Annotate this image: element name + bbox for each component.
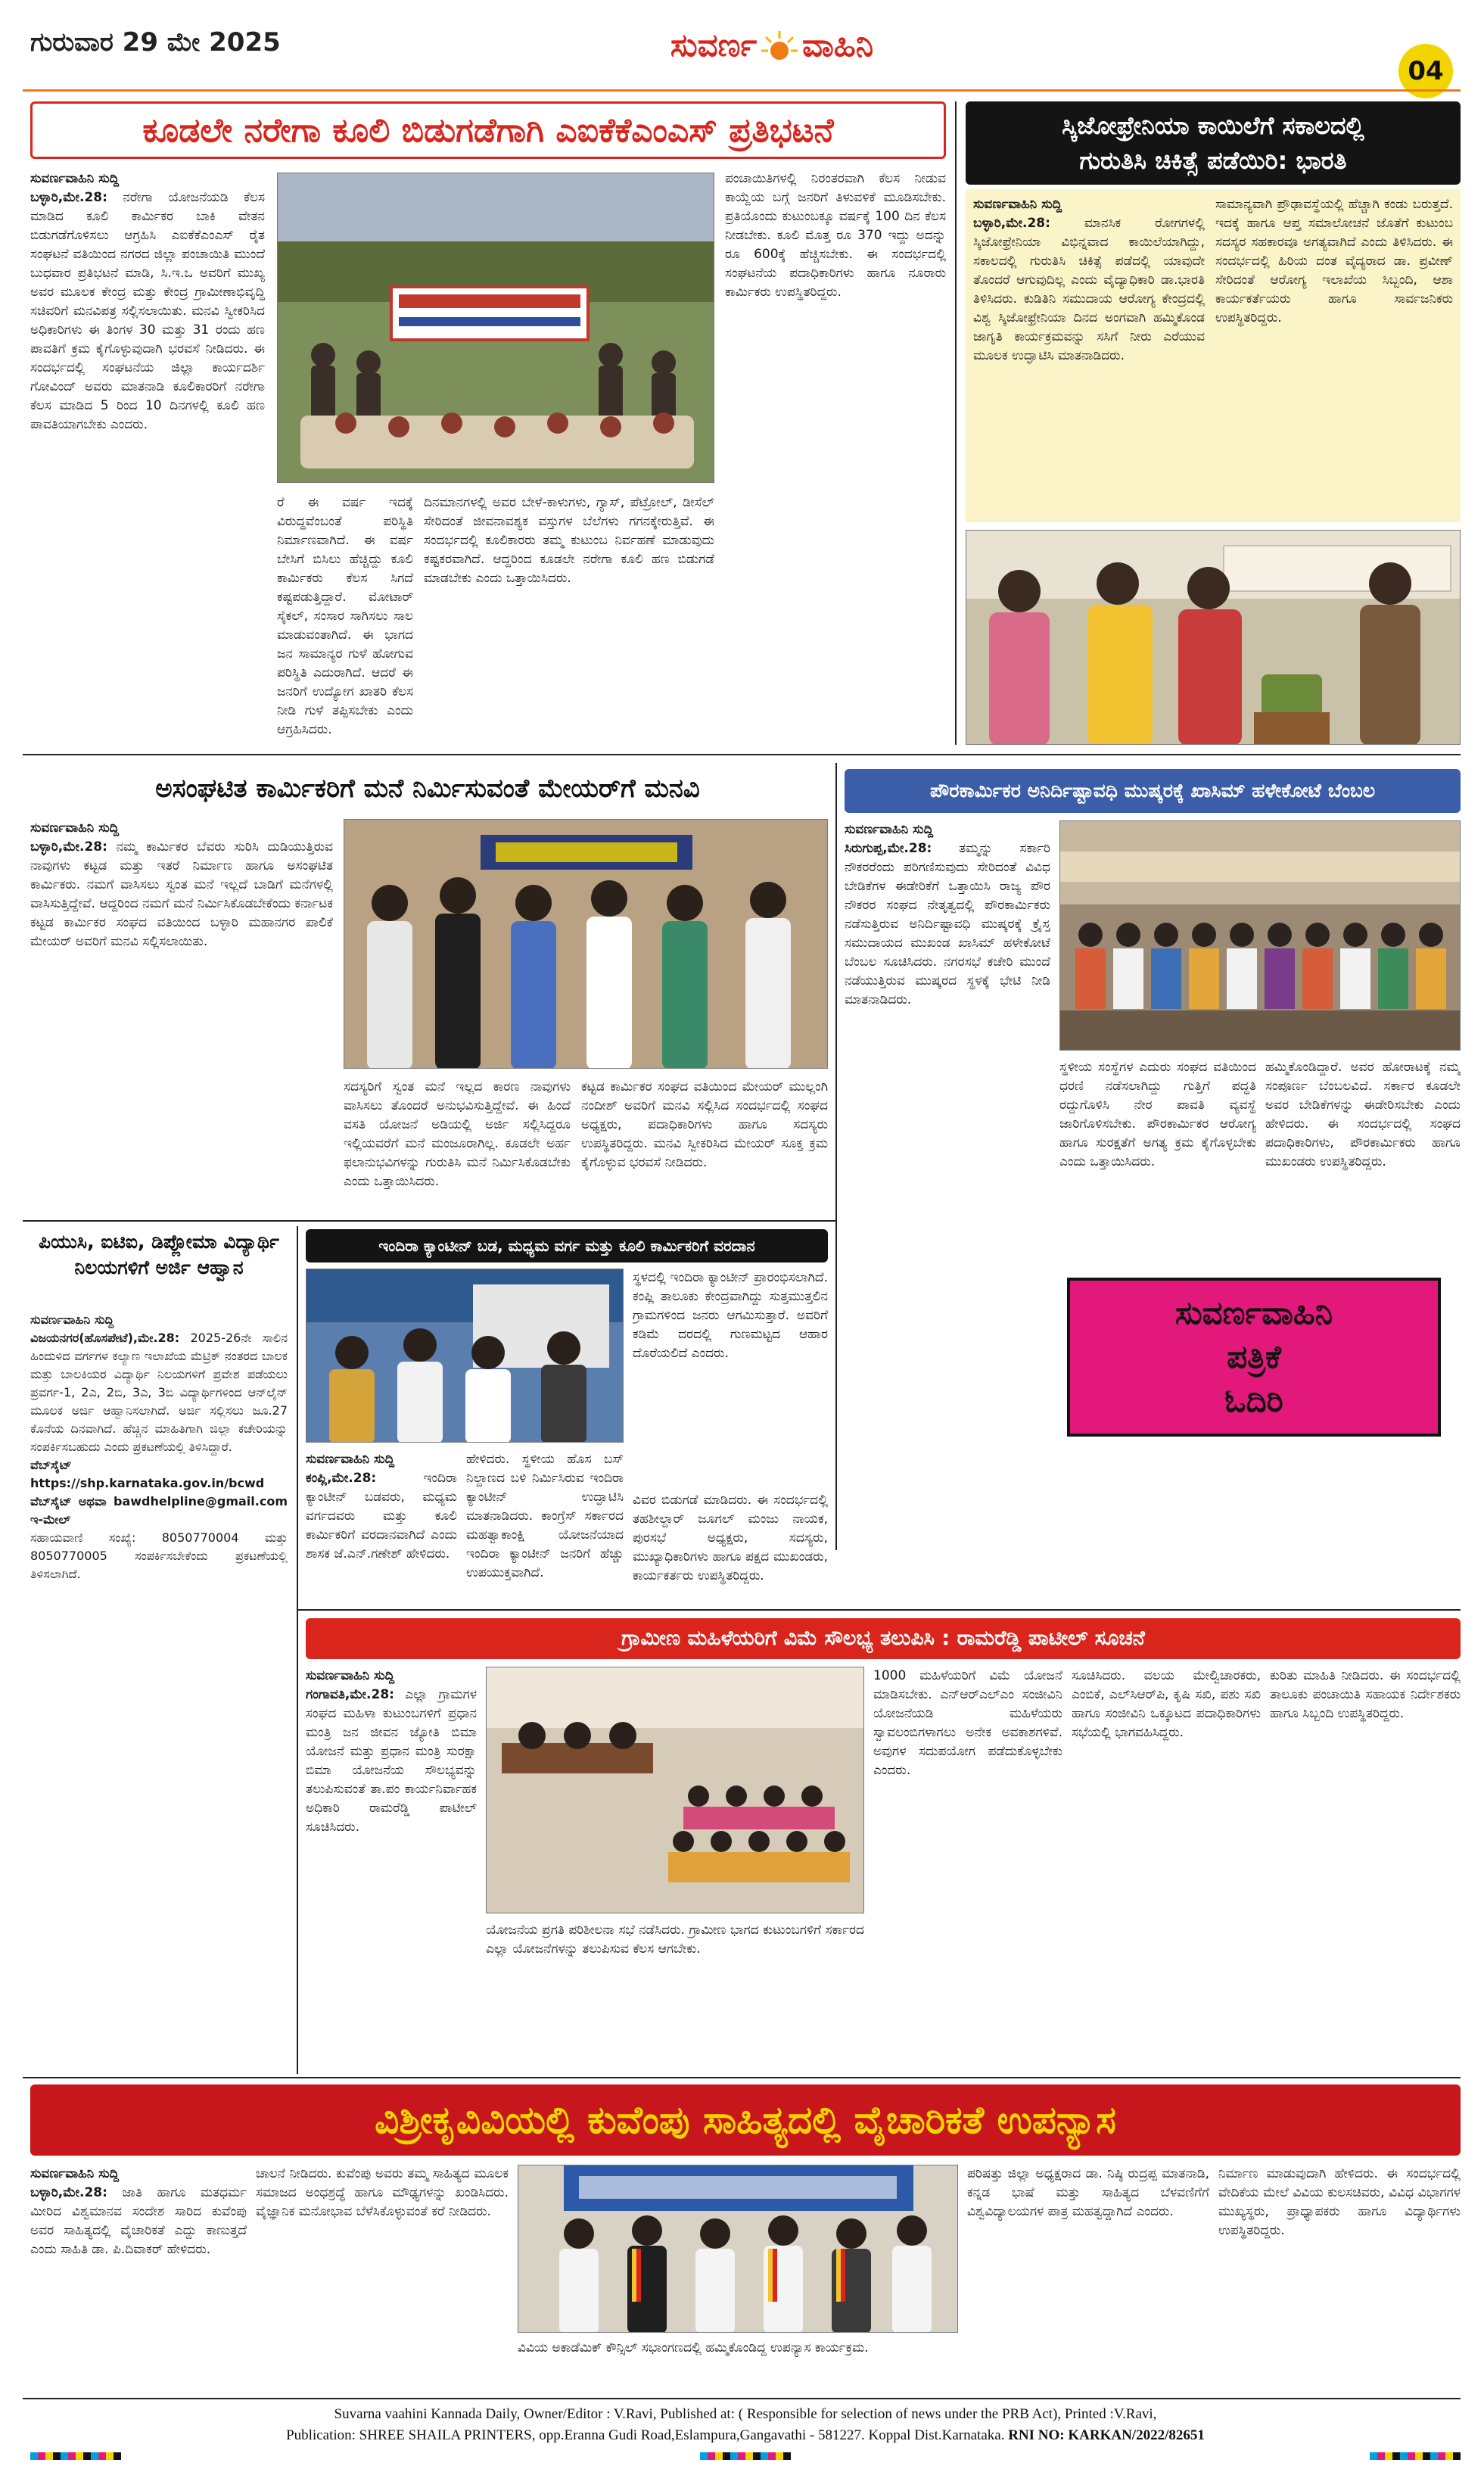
women-dateline: ಗಂಗಾವತಿ,ಮೇ.28: <box>306 1687 394 1702</box>
ad-line1: ಸುವರ್ಣವಾಹಿನಿ <box>1174 1294 1333 1331</box>
registration-swatch <box>1370 2452 1461 2460</box>
pourakarmika-col3: ಹಮ್ಮಿಕೊಂಡಿದ್ದಾರೆ. ಅವರ ಹೋರಾಟಕ್ಕೆ ನಮ್ಮ ಸಂಪೂರ್ಣ ಬೆಂಬಲವಿದೆ. ಸರ್ಕಾರ ಕೂಡಲೇ ಅವರ ಬೇಡಿಕೆಗಳನ್ನು ಈಡೇರಿಸಬೇಕು ಎಂದು ಹೇಳಿದರು. ಈ ಸಂದರ್ಭದಲ್ಲಿ ಸಂಘದ ಪದಾಧಿಕಾರಿಗಳು, ಪೌರಕಾರ್ಮಿಕರು ಹಾಗೂ ಮುಖಂಡರು ಉಪಸ್ಥಿತರಿದ್ದರು. <box>1265 1060 1461 1169</box>
masthead-left: ಸುವರ್ಣ <box>670 26 758 64</box>
registration-marks <box>30 2452 1461 2461</box>
ad-line2: ಪತ್ರಿಕೆ <box>1227 1338 1281 1375</box>
kuvempu-caption: ವಿವಿಯ ಅಕಾಡೆಮಿಕ್ ಕೌನ್ಸಿಲ್ ಸಭಾಂಗಣದಲ್ಲಿ ಹಮ್ಮಿಕೊಂಡಿದ್ದ ಉಪನ್ಯಾಸ ಕಾರ್ಯಕ್ರಮ. <box>518 2340 869 2355</box>
kuvempu-byline: ಸುವರ್ಣವಾಹಿನಿ ಸುದ್ದಿ <box>30 2166 120 2181</box>
nrega-headline: ಕೂಡಲೇ ನರೇಗಾ ಕೂಲಿ ಬಿಡುಗಡೆಗಾಗಿ ಎಐಕೆಕೆಎಂಎಸ್ ಪ್ರತಿಭಟನೆ <box>30 101 946 159</box>
kuvempu-col4: ಪರಿಷತ್ತು ಜಿಲ್ಲಾ ಅಧ್ಯಕ್ಷರಾದ ಡಾ. ನಿಷ್ಠಿ ರುದ್ರಪ್ಪ ಮಾತನಾಡಿ, ಕನ್ನಡ ಭಾಷೆ ಮತ್ತು ಸಾಹಿತ್ಯದ ಬೆಳವಣಿಗೆಗೆ ವಿಶ್ವವಿದ್ಯಾಲಯಗಳ ಪಾತ್ರ ಮಹತ್ವದ್ದಾಗಿದೆ ಎಂದರು. <box>967 2166 1209 2219</box>
ad-line3: ಓದಿರಿ <box>1224 1382 1283 1419</box>
footer-rni: RNI NO: KARKAN/2022/82651 <box>1008 2427 1205 2443</box>
mayor-dateline: ಬಳ್ಳಾರಿ,ಮೇ.28: <box>30 839 107 855</box>
pourakarmika-strike-photo <box>1059 820 1461 1051</box>
masthead-right: ವಾಹಿನಿ <box>802 26 874 64</box>
canteen-col4: ವಿವರ ಬಿಡುಗಡೆ ಮಾಡಿದರು. ಈ ಸಂದರ್ಭದಲ್ಲಿ ತಹಶೀಲ್ದಾರ್ ಜೂಗಲ್ ಮಂಜು ನಾಯಕ, ಪುರಸಭೆ ಅಧ್ಯಕ್ಷರು, ಸದಸ್ಯರು, ಮುಖ್ಯಾಧಿಕಾರಿಗಳು ಹಾಗೂ ಪಕ್ಷದ ಮುಖಂಡರು, ಕಾರ್ಯಕರ್ತರು ಉಪಸ್ಥಿತರಿದ್ದರು. <box>633 1493 828 1583</box>
women-col1 <box>306 1667 477 2071</box>
canteen-col3: ಹೇಳಿದರು. ಸ್ಥಳೀಯ ಹೊಸ ಬಸ್ ನಿಲ್ದಾಣದ ಬಳಿ ನಿರ್ಮಿಸಿರುವ ಇಂದಿರಾ ಕ್ಯಾಂಟೀನ್ ಉದ್ಘಾಟಿಸಿ ಮಾತನಾಡಿದರು. ಕಾಂಗ್ರೆಸ್ ಸರ್ಕಾರದ ಮಹತ್ವಾಕಾಂಕ್ಷಿ ಯೋಜನೆಯಾದ ಇಂದಿರಾ ಕ್ಯಾಂಟೀನ್ ಜನರಿಗೆ ಹೆಚ್ಚು ಉಪಯುಕ್ತವಾಗಿದೆ. <box>466 1452 624 1580</box>
registration-swatch <box>700 2452 791 2460</box>
schizo-text-box <box>966 189 1461 522</box>
women-headline: ಗ್ರಾಮೀಣ ಮಹಿಳೆಯರಿಗೆ ವಿಮೆ ಸೌಲಭ್ಯ ತಲುಪಿಸಿ : ರಾಮರೆಡ್ಡಿ ಪಾಟೀಲ್ ಸೂಚನೆ <box>306 1618 1461 1659</box>
nrega-col4: ಪಂಚಾಯಿತಿಗಳಲ್ಲಿ ನಿರಂತರವಾಗಿ ಕೆಲಸ ನೀಡುವ ಕಾಯ್ದೆಯ ಬಗ್ಗೆ ಜನರಿಗೆ ತಿಳುವಳಿಕೆ ಮೂಡಿಸಬೇಕು. ಪ್ರತಿಯೊಂದು ಕುಟುಂಬಕ್ಕೂ ವರ್ಷಕ್ಕೆ 100 ದಿನ ಕೆಲಸ ನೀಡಬೇಕು. ಕೂಲಿ ಮೊತ್ತ ರೂ 370 ಇದ್ದು ಅದನ್ನು ರೂ 600ಕ್ಕೆ ಹೆಚ್ಚಿಸಬೇಕು. ಈ ಸಂದರ್ಭದಲ್ಲಿ ಸಂಘಟನೆಯ ಪದಾಧಿಕಾರಿಗಳು ಹಾಗೂ ನೂರಾರು ಕಾರ್ಮಿಕರು ಉಪಸ್ಥಿತರಿದ್ದರು. <box>725 171 946 300</box>
scholarship-website: ವೆಬ್‌ಸೈಟ್ https://shp.karnataka.gov.in/bcwd ವೆಬ್‌ಸೈಟ್ ಅಥವಾ bawdhelpline@gmail.com ಇ-ಮೇಲ್ <box>30 1458 288 1527</box>
schizo-col1 <box>973 195 1205 518</box>
masthead <box>598 23 946 68</box>
registration-swatch <box>30 2452 121 2460</box>
women-col3: 1000 ಮಹಿಳೆಯರಿಗೆ ವಿಮೆ ಯೋಜನೆ ಮಾಡಿಸಬೇಕು. ಎನ್‌ಆರ್‌ಎಲ್‌ಎಂ ಸಂಜೀವಿನಿ ಯೋಜನೆಯಡಿ ಮಹಿಳೆಯರು ಸ್ವಾವಲಂಬಿಗಳಾಗಲು ಅನೇಕ ಅವಕಾಶಗಳಿವೆ. ಅವುಗಳ ಸದುಪಯೋಗ ಪಡೆದುಕೊಳ್ಳಬೇಕು ಎಂದರು. <box>873 1668 1062 1778</box>
page-date: ಗುರುವಾರ 29 ಮೇ 2025 <box>30 27 281 58</box>
kuvempu-body1: ಜಾತಿ ಹಾಗೂ ಮತಧರ್ಮ ಮೀರಿದ ವಿಶ್ವಮಾನವ ಸಂದೇಶ ಸಾರಿದ ಕುವೆಂಪು ಅವರ ಸಾಹಿತ್ಯದಲ್ಲಿ ವೈಚಾರಿಕತೆ ಎದ್ದು ಕಾಣುತ್ತದೆ ಎಂದು ಸಾಹಿತಿ ಡಾ. ಪಿ.ದಿವಾಕರ್ ಹೇಳಿದರು. <box>30 2185 247 2257</box>
pourakarmika-col1 <box>845 820 1050 1541</box>
mayor-meeting-photo <box>344 819 828 1069</box>
column-divider <box>297 1226 298 2074</box>
footer-line2: Publication: SHREE SHAILA PRINTERS, opp.Eranna Gudi Road,Eslampura,Gangavathi - 581227. Koppal Dist.Karnataka. <box>286 2427 1005 2443</box>
mayor-byline: ಸುವರ್ಣವಾಹಿನಿ ಸುದ್ದಿ <box>30 820 120 836</box>
women-body1: ಎಲ್ಲಾ ಗ್ರಾಮಗಳ ಸಂಘದ ಮಹಿಳಾ ಕುಟುಂಬಗಳಿಗೆ ಪ್ರಧಾನ ಮಂತ್ರಿ ಜನ ಜೀವನ ಜ್ಯೋತಿ ಬಿಮಾ ಯೋಜನೆ ಮತ್ತು ಪ್ರಧಾನ ಮಂತ್ರಿ ಸುರಕ್ಷಾ ಬಿಮಾ ಯೋಜನೆಯ ಸೌಲಭ್ಯವನ್ನು ತಲುಪಿಸುವಂತೆ ತಾ.ಪಂ ಕಾರ್ಯನಿರ್ವಾಹಕ ಅಧಿಕಾರಿ ರಾಮರೆಡ್ಡಿ ಪಾಟೀಲ್ ಸೂಚಿಸಿದರು. <box>306 1687 477 1835</box>
scholarship-text: 2025-26ನೇ ಸಾಲಿನ ಹಿಂದುಳಿದ ವರ್ಗಗಳ ಕಲ್ಯಾಣ ಇಲಾಖೆಯ ಮೆಟ್ರಿಕ್ ನಂತರದ ಬಾಲಕ ಮತ್ತು ಬಾಲಕಿಯರ ವಿದ್ಯಾರ್ಥಿ ನಿಲಯಗಳಿಗೆ ಪ್ರವೇಶ ಪಡೆಯಲು ಪ್ರವರ್ಗ-1, 2ಎ, 2ಬಿ, 3ಎ, 3ಬಿ ವಿದ್ಯಾರ್ಥಿಗಳಿಂದ ಆನ್‌ಲೈನ್ ಮೂಲಕ ಅರ್ಜಿ ಆಹ್ವಾನಿಸಲಾಗಿದೆ. ಅರ್ಜಿ ಸಲ್ಲಿಸಲು ಜೂ.27 ಕೊನೆಯ ದಿನವಾಗಿದೆ. ಹೆಚ್ಚಿನ ಮಾಹಿತಿಗಾಗಿ ಜಿಲ್ಲಾ ಕಚೇರಿಯನ್ನು ಸಂಪರ್ಕಿಸಬಹುದು ಎಂದು ಪ್ರಕಟಣೆಯಲ್ಲಿ ತಿಳಿಸಿದ್ದಾರೆ. <box>30 1331 288 1454</box>
schizo-dateline: ಬಳ್ಳಾರಿ,ಮೇ.28: <box>973 216 1050 231</box>
nrega-protest-photo <box>277 173 714 483</box>
mayor-col3: ಕಟ್ಟಡ ಕಾರ್ಮಿಕರ ಸಂಘದ ವತಿಯಿಂದ ಮೇಯರ್ ಮುಲ್ಲಂಗಿ ನಂದೀಶ್ ಅವರಿಗೆ ಮನವಿ ಸಲ್ಲಿಸಿದ ಸಂದರ್ಭದಲ್ಲಿ ಸಂಘದ ಅಧ್ಯಕ್ಷರು, ಪದಾಧಿಕಾರಿಗಳು ಹಾಗೂ ಸದಸ್ಯರು ಉಪಸ್ಥಿತರಿದ್ದರು. ಮನವಿ ಸ್ವೀಕರಿಸಿದ ಮೇಯರ್ ಸೂಕ್ತ ಕ್ರಮ ಕೈಗೊಳ್ಳುವ ಭರವಸೆ ನೀಡಿದರು. <box>581 1079 828 1170</box>
suvarna-vahini-ad <box>1067 1278 1441 1437</box>
footer-rule <box>23 2398 1461 2399</box>
masthead-sun-icon <box>760 30 799 61</box>
pourakarmika-headline: ಪೌರಕಾರ್ಮಿಕರ ಅನಿರ್ದಿಷ್ಟಾವಧಿ ಮುಷ್ಕರಕ್ಕೆ ಖಾಸಿಮ್ ಹಳೇಕೋಟೆ ಬೆಂಬಲ <box>845 769 1461 813</box>
scholarship-dateline: ವಿಜಯನಗರ(ಹೊಸಪೇಟೆ),ಮೇ.28: <box>30 1331 180 1345</box>
pourakarmika-body1: ತಮ್ಮನ್ನು ಸರ್ಕಾರಿ ನೌಕರರೆಂದು ಪರಿಗಣಿಸುವುದು ಸೇರಿದಂತೆ ವಿವಿಧ ಬೇಡಿಕೆಗಳ ಈಡೇರಿಕೆಗೆ ಒತ್ತಾಯಿಸಿ ರಾಜ್ಯ ಪೌರ ನೌಕರರ ಸಂಘದ ನೇತೃತ್ವದಲ್ಲಿ ಪೌರಕಾರ್ಮಿಕರು ನಡೆಸುತ್ತಿರುವ ಅನಿರ್ದಿಷ್ಟಾವಧಿ ಮುಷ್ಕರಕ್ಕೆ ಕ್ರೈಸ್ತ ಸಮುದಾಯದ ಮುಖಂಡ ಖಾಸಿಮ್ ಹಳೇಕೋಟೆ ಬೆಂಬಲ ಸೂಚಿಸಿದರು. ನಗರಸಭೆ ಕಚೇರಿ ಮುಂದೆ ನಡೆಯುತ್ತಿರುವ ಮುಷ್ಕರದ ಸ್ಥಳಕ್ಕೆ ಭೇಟಿ ನೀಡಿ ಮಾತನಾಡಿದರು. <box>845 841 1050 1007</box>
scholarship-byline: ಸುವರ್ಣವಾಹಿನಿ ಸುದ್ದಿ <box>30 1312 114 1327</box>
nrega-body1: ನರೇಗಾ ಯೋಜನೆಯಡಿ ಕೆಲಸ ಮಾಡಿದ ಕೂಲಿ ಕಾರ್ಮಿಕರ ಬಾಕಿ ವೇತನ ಬಿಡುಗಡೆಗೊಳಿಸಲು ಆಗ್ರಹಿಸಿ ಎಐಕೆಕೆಎಂಎಸ್ ರೈತ ಸಂಘಟನೆ ವತಿಯಿಂದ ನಗರದ ಜಿಲ್ಲಾ ಪಂಚಾಯಿತಿ ಮುಂದೆ ಬುಧವಾರ ಪ್ರತಿಭಟನೆ ಮಾಡಿ, ಸಿ.ಇ.ಒ ಅವರಿಗೆ ಮುಖ್ಯ ಅವರ ಮೂಲಕ ಕೇಂದ್ರ ಮತ್ತು ಕೇಂದ್ರ ಗ್ರಾಮೀಣಾಭಿವೃದ್ಧಿ ಸಚಿವರಿಗೆ ಮನವಿಪತ್ರ ಸಲ್ಲಿಸಲಾಯಿತು. ಮನವಿ ಸ್ವೀಕರಿಸಿದ ಅಧಿಕಾರಿಗಳು ಈ ತಿಂಗಳ 30 ಮತ್ತು 31 ರಂದು ಹಣ ಪಾವತಿಗೆ ಕ್ರಮ ಕೈಗೊಳ್ಳುವುದಾಗಿ ಭರವಸೆ ನೀಡಿದರು. ಈ ಸಂದರ್ಭದಲ್ಲಿ ಸಂಘಟನೆಯ ಜಿಲ್ಲಾ ಕಾರ್ಯದರ್ಶಿ ಗೋವಿಂದ್ ಅವರು ಮಾತನಾಡಿ ಕೂಲಿಕಾರರಿಗೆ ನರೇಗಾ ಕೆಲಸ ಮಾಡಿದ 5 ರಿಂದ 10 ದಿನಗಳಲ್ಲಿ ಕೂಲಿ ಹಣ ಪಾವತಿಯಾಗಬೇಕು ಎಂದರು. <box>30 190 265 432</box>
header-rule <box>23 89 1461 92</box>
column-divider <box>835 763 837 1550</box>
column-divider <box>955 101 957 745</box>
schizo-headline-line2: ಗುರುತಿಸಿ ಚಿಕಿತ್ಸೆ ಪಡೆಯಿರಿ: ಭಾರತಿ <box>1079 146 1347 175</box>
nrega-byline: ಸುವರ್ಣವಾಹಿನಿ ಸುದ್ದಿ <box>30 171 120 186</box>
kuvempu-col5: ನಿರ್ಮಾಣ ಮಾಡುವುದಾಗಿ ಹೇಳಿದರು. ಈ ಸಂದರ್ಭದಲ್ಲಿ ವೇದಿಕೆಯ ಮೇಲೆ ವಿವಿಯ ಕುಲಸಚಿವರು, ವಿವಿಧ ವಿಭಾಗಗಳ ಮುಖ್ಯಸ್ಥರು, ಪ್ರಾಧ್ಯಾಪಕರು ಹಾಗೂ ವಿದ್ಯಾರ್ಥಿಗಳು ಉಪಸ್ಥಿತರಿದ್ದರು. <box>1218 2166 1461 2238</box>
mayor-body1: ನಮ್ಮ ಕಾರ್ಮಿಕರ ಬೆವರು ಸುರಿಸಿ ದುಡಿಯುತ್ತಿರುವ ನಾವುಗಳು ಕಟ್ಟಡ ಮತ್ತು ಇತರೆ ನಿರ್ಮಾಣ ಹಾಗೂ ಅಸಂಘಟಿತ ಕಾರ್ಮಿಕರು. ನಮಗೆ ವಾಸಿಸಲು ಸ್ವಂತ ಮನೆ ಇಲ್ಲದೆ ಬಾಡಿಗೆ ಮನೆಗಳಲ್ಲಿ ವಾಸಿಸುತ್ತಿದ್ದೇವೆ. ಆದ್ದರಿಂದ ನಮಗೆ ಮನೆ ನಿರ್ಮಿಸಿಕೊಡಬೇಕೆಂದು ಕರ್ನಾಟಕ ಕಟ್ಟಡ ಕಾರ್ಮಿಕರ ಸಂಘದ ವತಿಯಿಂದ ಬಳ್ಳಾರಿ ಮಹಾನಗರ ಪಾಲಿಕೆ ಮೇಯರ್ ಅವರಿಗೆ ಮನವಿ ಸಲ್ಲಿಸಲಾಯಿತು. <box>30 839 333 949</box>
schizo-headline <box>966 101 1461 185</box>
nrega-col3: ದಿನಮಾನಗಳಲ್ಲಿ ಅವರ ಬೇಳೆ-ಕಾಳುಗಳು, ಗ್ಯಾಸ್, ಪೆಟ್ರೋಲ್, ಡೀಸೆಲ್ ಸೇರಿದಂತೆ ಜೀವನಾವಶ್ಯಕ ವಸ್ತುಗಳ ಬೆಲೆಗಳು ಗಗನಕ್ಕೇರುತ್ತಿವೆ. ಈ ಸಂದರ್ಭದಲ್ಲಿ ಕೂಲಿಕಾರರು ತಮ್ಮ ಕುಟುಂಬ ನಿರ್ವಹಣೆ ಮಾಡುವುದು ಕಷ್ಟಕರವಾಗಿದೆ. ಆದ್ದರಿಂದ ಕೂಡಲೇ ನರೇಗಾ ಕೂಲಿ ಹಣ ಬಿಡುಗಡೆ ಮಾಡಬೇಕು ಎಂದು ಒತ್ತಾಯಿಸಿದರು. <box>424 495 714 586</box>
women-meeting-photo <box>486 1667 864 1913</box>
nrega-col2: ರೆ ಈ ವರ್ಷ ಇದಕ್ಕೆ ವಿರುದ್ಧವೆಂಬಂತೆ ಪರಿಸ್ಥಿತಿ ನಿರ್ಮಾಣವಾಗಿದೆ. ಈ ವರ್ಷ ಬೇಸಿಗೆ ಬಿಸಿಲು ಹೆಚ್ಚಿದ್ದು ಕೂಲಿ ಕಾರ್ಮಿಕರು ಕೆಲಸ ಸಿಗದೆ ಕಷ್ಟಪಡುತ್ತಿದ್ದಾರೆ. ಮೋಟಾರ್ ಸೈಕಲ್, ಸಂಸಾರ ಸಾಗಿಸಲು ಸಾಲ ಮಾಡುವಂತಾಗಿದೆ. ಈ ಭಾಗದ ಜನ ಸಾಮಾನ್ಯರ ಗುಳೆ ಹೋಗುವ ಪರಿಸ್ಥಿತಿ ಎದುರಾಗಿದೆ. ಆದರೆ ಈ ಜನರಿಗೆ ಉದ್ಯೋಗ ಖಾತರಿ ಕೆಲಸ ನೀಡಿ ಗುಳೆ ತಪ್ಪಿಸಬೇಕು ಎಂದು ಆಗ್ರಹಿಸಿದರು. <box>277 495 413 737</box>
canteen-inauguration-photo <box>306 1269 624 1443</box>
page-number: 04 <box>1398 44 1453 98</box>
section-rule <box>23 1220 835 1222</box>
kuvempu-dateline: ಬಳ್ಳಾರಿ,ಮೇ.28: <box>30 2185 107 2200</box>
kuvempu-lecture-photo <box>518 2165 958 2333</box>
women-col5: ಕುರಿತು ಮಾಹಿತಿ ನೀಡಿದರು. ಈ ಸಂದರ್ಭದಲ್ಲಿ ತಾಲೂಕು ಪಂಚಾಯಿತಿ ಸಹಾಯಕ ನಿರ್ದೇಶಕರು ಹಾಗೂ ಸಿಬ್ಬಂದಿ ಉಪಸ್ಥಿತರಿದ್ದರು. <box>1270 1668 1461 1721</box>
scholarship-phone: ಸಹಾಯವಾಣಿ ಸಂಖ್ಯೆ: 8050770004 ಮತ್ತು 8050770005 ಸಂಪರ್ಕಿಸಬೇಕೆಂದು ಪ್ರಕಟಣೆಯಲ್ಲಿ ತಿಳಿಸಲಾಗಿದೆ. <box>30 1530 288 1581</box>
women-col4: ಸೂಚಿಸಿದರು. ವಲಯ ಮೇಲ್ವಿಚಾರಕರು, ಎಂಬಿಕೆ, ಎಲ್‌ಸಿಆರ್‌ಪಿ, ಕೃಷಿ ಸಖಿ, ಪಶು ಸಖಿ ಹಾಗೂ ಸಂಜೀವಿನಿ ಒಕ್ಕೂಟದ ಪದಾಧಿಕಾರಿಗಳು ಸಭೆಯಲ್ಲಿ ಭಾಗವಹಿಸಿದ್ದರು. <box>1072 1668 1261 1740</box>
section-rule <box>23 2077 1461 2078</box>
mayor-col2: ಸದಸ್ಯರಿಗೆ ಸ್ವಂತ ಮನೆ ಇಲ್ಲದ ಕಾರಣ ನಾವುಗಳು ವಾಸಿಸಲು ತೊಂದರೆ ಅನುಭವಿಸುತ್ತಿದ್ದೇವೆ. ಈ ಹಿಂದೆ ವಸತಿ ಯೋಜನೆ ಅಡಿಯಲ್ಲಿ ಅರ್ಜಿ ಸಲ್ಲಿಸಿದ್ದರೂ ಇಲ್ಲಿಯವರೆಗೆ ಮನೆ ಮಂಜೂರಾಗಿಲ್ಲ. ಕೂಡಲೇ ಅರ್ಹ ಫಲಾನುಭವಿಗಳನ್ನು ಗುರುತಿಸಿ ಮನೆ ನಿರ್ಮಿಸಿಕೊಡಬೇಕು ಎಂದು ಒತ್ತಾಯಿಸಿದರು. <box>344 1079 571 1189</box>
scholarship-body <box>30 1311 288 2071</box>
mayor-headline: ಅಸಂಘಟಿತ ಕಾರ್ಮಿಕರಿಗೆ ಮನೆ ನಿರ್ಮಿಸುವಂತೆ ಮೇಯರ್‌ಗೆ ಮನವಿ <box>155 774 700 804</box>
pourakarmika-col2: ಸ್ಥಳೀಯ ಸಂಸ್ಥೆಗಳ ಎದುರು ಸಂಘದ ವತಿಯಿಂದ ಧರಣಿ ನಡೆಸಲಾಗಿದ್ದು ಗುತ್ತಿಗೆ ಪದ್ಧತಿ ರದ್ದುಗೊಳಿಸಿ ನೇರ ಪಾವತಿ ವ್ಯವಸ್ಥೆ ಜಾರಿಗೊಳಿಸಬೇಕು. ಪೌರಕಾರ್ಮಿಕರ ಆರೋಗ್ಯ ಹಾಗೂ ಸುರಕ್ಷತೆಗೆ ಅಗತ್ಯ ಕ್ರಮ ಕೈಗೊಳ್ಳಬೇಕು ಎಂದು ಒತ್ತಾಯಿಸಿದರು. <box>1059 1060 1256 1169</box>
section-rule <box>297 1609 1461 1611</box>
nrega-dateline: ಬಳ್ಳಾರಿ,ಮೇ.28: <box>30 190 107 205</box>
women-byline: ಸುವರ್ಣವಾಹಿನಿ ಸುದ್ದಿ <box>306 1668 395 1683</box>
canteen-byline: ಸುವರ್ಣವಾಹಿನಿ ಸುದ್ದಿ <box>306 1452 395 1467</box>
canteen-col1 <box>306 1450 457 1602</box>
canteen-body1: ಇಂದಿರಾ ಕ್ಯಾಂಟೀನ್ ಬಡವರು, ಮಧ್ಯಮ ವರ್ಗದವರು ಮತ್ತು ಕೂಲಿ ಕಾರ್ಮಿಕರಿಗೆ ವರದಾನವಾಗಿದೆ ಎಂದು ಶಾಸಕ ಜೆ.ಎನ್.ಗಣೇಶ್ ಹೇಳಿದರು. <box>306 1471 457 1561</box>
footer-imprint <box>30 2404 1461 2446</box>
canteen-col2: ಸ್ಥಳದಲ್ಲಿ ಇಂದಿರಾ ಕ್ಯಾಂಟೀನ್ ಪ್ರಾರಂಭಿಸಲಾಗಿದೆ. ಕಂಪ್ಲಿ ತಾಲೂಕು ಕೇಂದ್ರವಾಗಿದ್ದು ಸುತ್ತಮುತ್ತಲಿನ ಗ್ರಾಮಗಳಿಂದ ಜನರು ಆಗಮಿಸುತ್ತಾರೆ. ಅವರಿಗೆ ಕಡಿಮೆ ದರದಲ್ಲಿ ಗುಣಮಟ್ಟದ ಆಹಾರ ದೊರೆಯಲಿದೆ ಎಂದರು. <box>633 1270 828 1361</box>
schizo-event-photo <box>966 530 1461 745</box>
footer-line1: Suvarna vaahini Kannada Daily, Owner/Editor : V.Ravi, Published at: ( Responsible for selection of news under the PRB Act), Printed :V.Ravi, <box>334 2406 1157 2422</box>
schizo-byline: ಸುವರ್ಣವಾಹಿನಿ ಸುದ್ದಿ <box>973 197 1062 212</box>
women-caption: ಯೋಜನೆಯ ಪ್ರಗತಿ ಪರಿಶೀಲನಾ ಸಭೆ ನಡೆಸಿದರು. ಗ್ರಾಮೀಣ ಭಾಗದ ಕುಟುಂಬಗಳಿಗೆ ಸರ್ಕಾರದ ಎಲ್ಲಾ ಯೋಜನೆಗಳನ್ನು ತಲುಪಿಸುವ ಕೆಲಸ ಆಗಬೇಕು. <box>486 1922 864 1957</box>
canteen-headline: ಇಂದಿರಾ ಕ್ಯಾಂಟೀನ್ ಬಡ, ಮಧ್ಯಮ ವರ್ಗ ಮತ್ತು ಕೂಲಿ ಕಾರ್ಮಿಕರಿಗೆ ವರದಾನ <box>306 1229 828 1262</box>
schizo-headline-line1: ಸ್ಕಿಜೋಫ್ರೇನಿಯಾ ಕಾಯಿಲೆಗೆ ಸಕಾಲದಲ್ಲಿ <box>1062 111 1364 140</box>
scholarship-headline: ಪಿಯುಸಿ, ಐಟಿಐ, ಡಿಪ್ಲೋಮಾ ವಿದ್ಯಾರ್ಥಿ ನಿಲಯಗಳಿಗೆ ಅರ್ಜಿ ಆಹ್ವಾನ <box>39 1231 279 1278</box>
pourakarmika-byline: ಸುವರ್ಣವಾಹಿನಿ ಸುದ್ದಿ <box>845 822 934 837</box>
nrega-col1 <box>30 170 265 745</box>
kuvempu-headline: ವಿಶ್ರೀಕೃವಿವಿಯಲ್ಲಿ ಕುವೆಂಪು ಸಾಹಿತ್ಯದಲ್ಲಿ ವೈಚಾರಿಕತೆ ಉಪನ್ಯಾಸ <box>30 2084 1461 2156</box>
mayor-col1 <box>30 819 333 1213</box>
canteen-dateline: ಕಂಪ್ಲಿ,ಮೇ.28: <box>306 1471 377 1486</box>
schizo-body1: ಮಾನಸಿಕ ರೋಗಗಳಲ್ಲಿ ಸ್ಕಿಜೋಫ್ರೇನಿಯಾ ವಿಭಿನ್ನವಾದ ಕಾಯಿಲೆಯಾಗಿದ್ದು, ಸಕಾಲದಲ್ಲಿ ಗುರುತಿಸಿ ಚಿಕಿತ್ಸೆ ಪಡೆದಲ್ಲಿ ಯಾವುದೇ ತೊಂದರೆ ಆಗುವುದಿಲ್ಲ ಎಂದು ವೈದ್ಯಾಧಿಕಾರಿ ಡಾ.ಭಾರತಿ ತಿಳಿಸಿದರು. ಕುಡಿತಿನಿ ಸಮುದಾಯ ಆರೋಗ್ಯ ಕೇಂದ್ರದಲ್ಲಿ ವಿಶ್ವ ಸ್ಕಿಜೋಫ್ರೇನಿಯಾ ದಿನದ ಅಂಗವಾಗಿ ಹಮ್ಮಿಕೊಂಡ ಜಾಗೃತಿ ಕಾರ್ಯಕ್ರಮವನ್ನು ಸಸಿಗೆ ನೀರು ಎರೆಯುವ ಮೂಲಕ ಉದ್ಘಾಟಿಸಿ ಮಾತನಾಡಿದರು. <box>973 216 1205 363</box>
kuvempu-col1 <box>30 2165 247 2392</box>
pourakarmika-dateline: ಸಿರುಗುಪ್ಪ,ಮೇ.28: <box>845 841 932 856</box>
kuvempu-col2: ಚಾಲನೆ ನೀಡಿದರು. ಕುವೆಂಪು ಅವರು ತಮ್ಮ ಸಾಹಿತ್ಯದ ಮೂಲಕ ಸಮಾಜದ ಅಂಧಶ್ರದ್ಧೆ ಹಾಗೂ ಮೌಢ್ಯಗಳನ್ನು ಖಂಡಿಸಿದರು. ವೈಜ್ಞಾನಿಕ ಮನೋಭಾವ ಬೆಳೆಸಿಕೊಳ್ಳುವಂತೆ ಕರೆ ನೀಡಿದರು. <box>256 2166 509 2219</box>
section-rule <box>23 754 1461 755</box>
schizo-col2: ಸಾಮಾನ್ಯವಾಗಿ ಪ್ರೌಢಾವಸ್ಥೆಯಲ್ಲಿ ಹೆಚ್ಚಾಗಿ ಕಂಡು ಬರುತ್ತದೆ. ಇದಕ್ಕೆ ಹಾಗೂ ಆಪ್ತ ಸಮಾಲೋಚನೆ ಜೊತೆಗೆ ಕುಟುಂಬ ಸದಸ್ಯರ ಸಹಕಾರವೂ ಅಗತ್ಯವಾಗಿದೆ ಎಂದು ತಿಳಿಸಿದರು. ಈ ಸಂದರ್ಭದಲ್ಲಿ ಹಿರಿಯ ದಂತ ವೈದ್ಯರಾದ ಡಾ. ಪ್ರವೀಣ್ ಸೇರಿದಂತೆ ಆರೋಗ್ಯ ಇಲಾಖೆಯ ಸಿಬ್ಬಂದಿ, ಆಶಾ ಕಾರ್ಯಕರ್ತೆಯರು ಹಾಗೂ ಸಾರ್ವಜನಿಕರು ಉಪಸ್ಥಿತರಿದ್ದರು. <box>1215 197 1453 325</box>
